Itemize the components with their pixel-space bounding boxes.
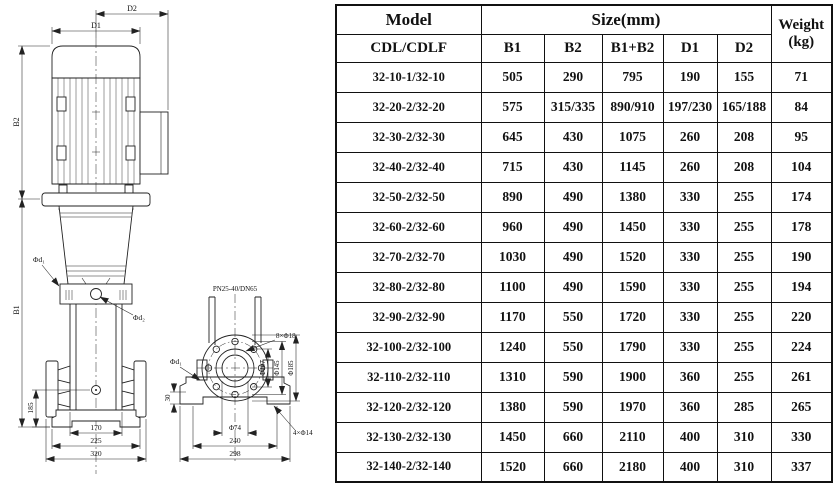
value-cell: 255 (717, 182, 771, 212)
value-cell: 330 (663, 242, 717, 272)
coupling-lantern (59, 206, 133, 284)
value-cell: 255 (717, 212, 771, 242)
label-phi-d1: Φd₁ (33, 255, 45, 264)
value-cell: 430 (544, 152, 602, 182)
left-flange (46, 361, 58, 417)
value-cell: 1520 (481, 452, 544, 482)
header-col-d2: D2 (717, 34, 771, 62)
value-cell: 330 (663, 302, 717, 332)
dim-label-phi145: Φ145 (274, 360, 281, 376)
value-cell: 255 (717, 332, 771, 362)
model-cell: 32-50-2/32-50 (336, 182, 481, 212)
header-weight (771, 5, 832, 62)
value-cell: 330 (771, 422, 832, 452)
value-cell: 715 (481, 152, 544, 182)
flange-phi-d1-label: Φd₁ (170, 357, 182, 366)
value-cell: 1240 (481, 332, 544, 362)
value-cell: 1720 (602, 302, 663, 332)
value-cell: 1030 (481, 242, 544, 272)
table-row (336, 212, 832, 242)
flange-spec-label: PN25-40/DN65 (212, 285, 258, 293)
dim-label-170: 170 (90, 423, 102, 432)
value-cell: 400 (663, 452, 717, 482)
table-row (336, 392, 832, 422)
value-cell: 155 (717, 62, 771, 92)
value-cell: 194 (771, 272, 832, 302)
model-cell: 32-100-2/32-100 (336, 332, 481, 362)
value-cell: 310 (717, 452, 771, 482)
value-cell: 330 (663, 272, 717, 302)
value-cell: 645 (481, 122, 544, 152)
bolt (59, 185, 67, 193)
value-cell: 660 (544, 422, 602, 452)
model-cell: 32-70-2/32-70 (336, 242, 481, 272)
header-col-b2: B2 (544, 34, 602, 62)
value-cell: 1450 (481, 422, 544, 452)
value-cell: 260 (663, 122, 717, 152)
value-cell: 330 (663, 332, 717, 362)
pump-dimension-drawing (0, 0, 333, 489)
bolt-holes-label: 8×Φ18 (276, 332, 296, 340)
header-col-b1: B1 (481, 34, 544, 62)
value-cell: 550 (544, 302, 602, 332)
header-col-d1: D1 (663, 34, 717, 62)
model-cell: 32-130-2/32-130 (336, 422, 481, 452)
value-cell: 505 (481, 62, 544, 92)
value-cell: 1145 (602, 152, 663, 182)
dim-label-phi74: Φ74 (228, 424, 242, 432)
model-cell: 32-140-2/32-140 (336, 452, 481, 482)
value-cell: 95 (771, 122, 832, 152)
model-cell: 32-10-1/32-10 (336, 62, 481, 92)
value-cell: 550 (544, 332, 602, 362)
table-row (336, 302, 832, 332)
value-cell: 590 (544, 392, 602, 422)
header-col-b1b2: B1+B2 (602, 34, 663, 62)
value-cell: 890 (481, 182, 544, 212)
value-cell: 197/230 (663, 92, 717, 122)
terminal-box (140, 112, 168, 174)
value-cell: 285 (717, 392, 771, 422)
spec-table-panel (333, 0, 836, 489)
dim-label-b1: B1 (12, 305, 21, 315)
model-cell: 32-40-2/32-40 (336, 152, 481, 182)
value-cell: 330 (663, 212, 717, 242)
pipe (209, 297, 261, 345)
value-cell: 208 (717, 122, 771, 152)
table-row (336, 122, 832, 152)
dim-label-d1: D1 (91, 21, 101, 30)
value-cell: 590 (544, 362, 602, 392)
value-cell: 1790 (602, 332, 663, 362)
value-cell: 265 (771, 392, 832, 422)
value-cell: 310 (717, 422, 771, 452)
value-cell: 255 (717, 272, 771, 302)
dim-label-185: 185 (26, 402, 35, 414)
table-row (336, 92, 832, 122)
dim-label-225: 225 (90, 436, 102, 445)
header-size-group: Size(mm) (481, 5, 771, 34)
value-cell: 1520 (602, 242, 663, 272)
value-cell: 890/910 (602, 92, 663, 122)
value-cell: 337 (771, 452, 832, 482)
table-row (336, 362, 832, 392)
table-row (336, 242, 832, 272)
value-cell: 1590 (602, 272, 663, 302)
value-cell: 190 (663, 62, 717, 92)
value-cell: 360 (663, 362, 717, 392)
table-row (336, 182, 832, 212)
motor-stool-flange (42, 193, 150, 206)
right-flange (134, 361, 146, 417)
spec-table (335, 4, 833, 483)
value-cell: 104 (771, 152, 832, 182)
value-cell: 2110 (602, 422, 663, 452)
header-weight-line1: Weight (778, 16, 825, 33)
value-cell: 1310 (481, 362, 544, 392)
model-cell: 32-90-2/32-90 (336, 302, 481, 332)
value-cell: 490 (544, 242, 602, 272)
dim-label-d2: D2 (127, 4, 137, 13)
model-cell: 32-120-2/32-120 (336, 392, 481, 422)
value-cell: 260 (663, 152, 717, 182)
value-cell: 1075 (602, 122, 663, 152)
value-cell: 490 (544, 272, 602, 302)
model-cell: 32-20-2/32-20 (336, 92, 481, 122)
table-row (336, 422, 832, 452)
value-cell: 1970 (602, 392, 663, 422)
value-cell: 178 (771, 212, 832, 242)
model-cell: 32-80-2/32-80 (336, 272, 481, 302)
value-cell: 960 (481, 212, 544, 242)
model-cell: 32-110-2/32-110 (336, 362, 481, 392)
value-cell: 290 (544, 62, 602, 92)
value-cell: 660 (544, 452, 602, 482)
header-model: Model (336, 5, 481, 34)
value-cell: 490 (544, 182, 602, 212)
value-cell: 261 (771, 362, 832, 392)
value-cell: 315/335 (544, 92, 602, 122)
value-cell: 1900 (602, 362, 663, 392)
dim-label-30: 30 (164, 394, 172, 402)
header-weight-line2: (kg) (788, 33, 815, 50)
value-cell: 330 (663, 182, 717, 212)
value-cell: 255 (717, 242, 771, 272)
dim-label-phi107: Φ107 (260, 360, 267, 376)
table-row (336, 152, 832, 182)
value-cell: 400 (663, 422, 717, 452)
value-cell: 1450 (602, 212, 663, 242)
header-row-1 (336, 5, 832, 34)
value-cell: 165/188 (717, 92, 771, 122)
value-cell: 1380 (481, 392, 544, 422)
dim-label-240: 240 (229, 436, 241, 445)
value-cell: 2180 (602, 452, 663, 482)
table-row (336, 452, 832, 482)
value-cell: 490 (544, 212, 602, 242)
table-row (336, 272, 832, 302)
value-cell: 84 (771, 92, 832, 122)
header-model-sub: CDL/CDLF (336, 34, 481, 62)
pump-front-view (18, 10, 168, 474)
dim-label-298: 298 (229, 449, 241, 458)
pump-drawing-svg (0, 0, 333, 489)
dim-label-phi185: Φ185 (288, 360, 295, 376)
value-cell: 190 (771, 242, 832, 272)
value-cell: 575 (481, 92, 544, 122)
outlet-port (91, 289, 102, 300)
model-cell: 32-30-2/32-30 (336, 122, 481, 152)
value-cell: 430 (544, 122, 602, 152)
table-row (336, 332, 832, 362)
value-cell: 795 (602, 62, 663, 92)
value-cell: 255 (717, 302, 771, 332)
value-cell: 174 (771, 182, 832, 212)
value-cell: 71 (771, 62, 832, 92)
header-row-2 (336, 34, 832, 62)
value-cell: 208 (717, 152, 771, 182)
value-cell: 1170 (481, 302, 544, 332)
bolt (125, 185, 133, 193)
dim-label-320: 320 (90, 449, 102, 458)
table-row (336, 62, 832, 92)
value-cell: 255 (717, 362, 771, 392)
value-cell: 220 (771, 302, 832, 332)
value-cell: 360 (663, 392, 717, 422)
dim-label-b2: B2 (12, 117, 21, 127)
value-cell: 1100 (481, 272, 544, 302)
label-phi-d2: Φd₂ (133, 313, 145, 322)
model-cell: 32-60-2/32-60 (336, 212, 481, 242)
value-cell: 1380 (602, 182, 663, 212)
base-holes-label: 4×Φ14 (293, 429, 313, 437)
value-cell: 224 (771, 332, 832, 362)
